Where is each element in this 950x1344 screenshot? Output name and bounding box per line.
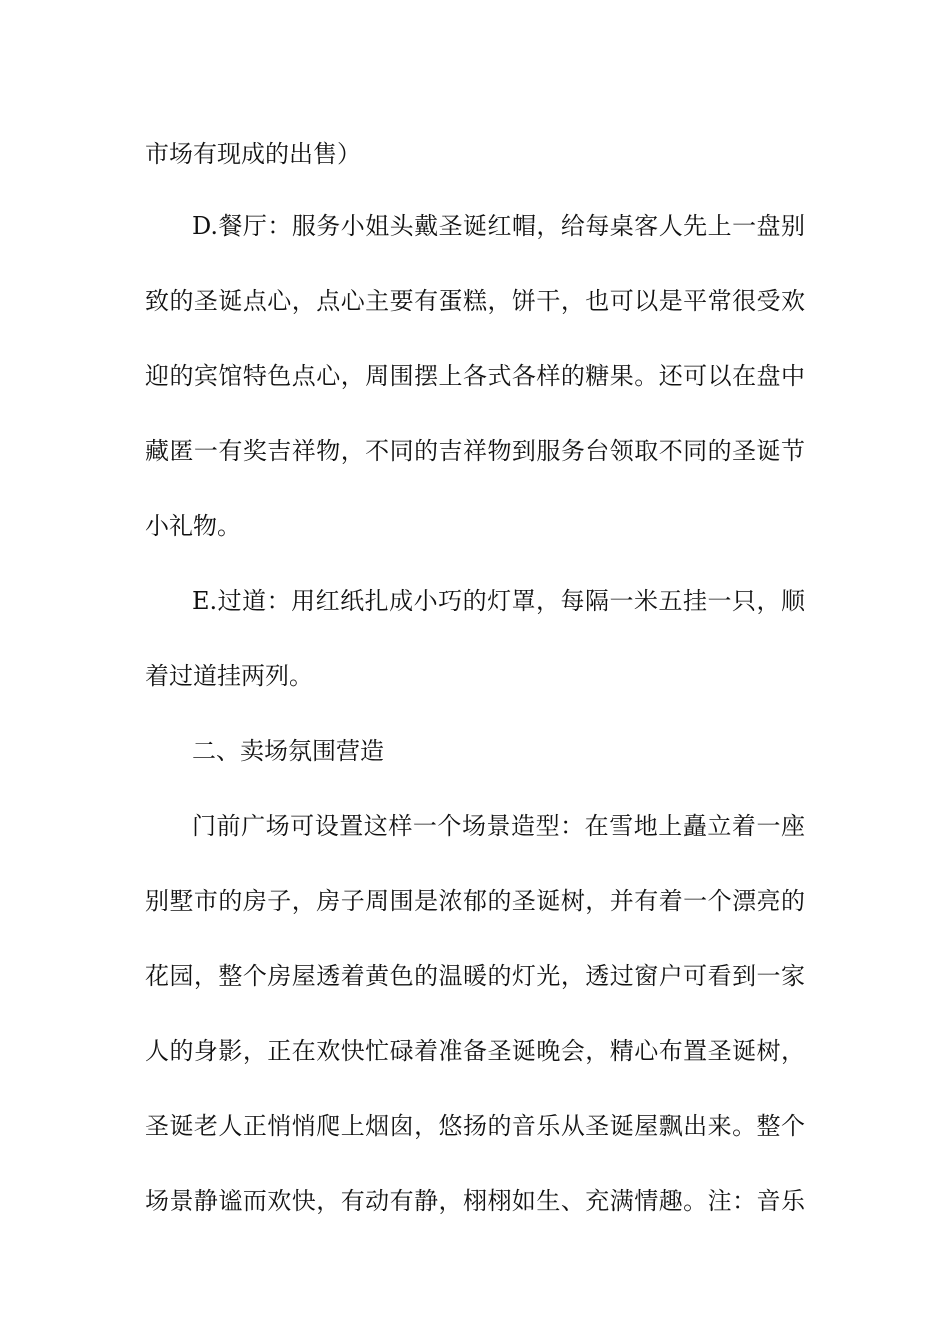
text-line: 圣诞老人正悄悄爬上烟囱，悠扬的音乐从圣诞屋飘出来。整个: [145, 1112, 805, 1140]
text-line: 别墅市的房子，房子周围是浓郁的圣诞树，并有着一个漂亮的: [145, 887, 805, 915]
text-line: 市场有现成的出售）: [145, 140, 361, 168]
text-line: 门前广场可设置这样一个场景造型：在雪地上矗立着一座: [192, 812, 805, 840]
text-line: 花园，整个房屋透着黄色的温暖的灯光，透过窗户可看到一家: [145, 962, 805, 990]
text-line: 场景静谧而欢快，有动有静，栩栩如生、充满情趣。注：音乐: [145, 1187, 805, 1215]
text-line: 藏匿一有奖吉祥物，不同的吉祥物到服务台领取不同的圣诞节: [145, 437, 805, 465]
text-line: 人的身影，正在欢快忙碌着准备圣诞晚会，精心布置圣诞树，: [145, 1037, 805, 1065]
text-line: 小礼物。: [145, 512, 241, 540]
text-line: 迎的宾馆特色点心，周围摆上各式各样的糖果。还可以在盘中: [145, 362, 805, 390]
section-heading: 二、卖场氛围营造: [192, 737, 384, 765]
text-line: D.餐厅：服务小姐头戴圣诞红帽，给每桌客人先上一盘别: [192, 212, 805, 240]
text-line: 着过道挂两列。: [145, 662, 313, 690]
text-line: E.过道：用红纸扎成小巧的灯罩，每隔一米五挂一只，顺: [192, 587, 805, 615]
text-line: 致的圣诞点心，点心主要有蛋糕，饼干，也可以是平常很受欢: [145, 287, 805, 315]
